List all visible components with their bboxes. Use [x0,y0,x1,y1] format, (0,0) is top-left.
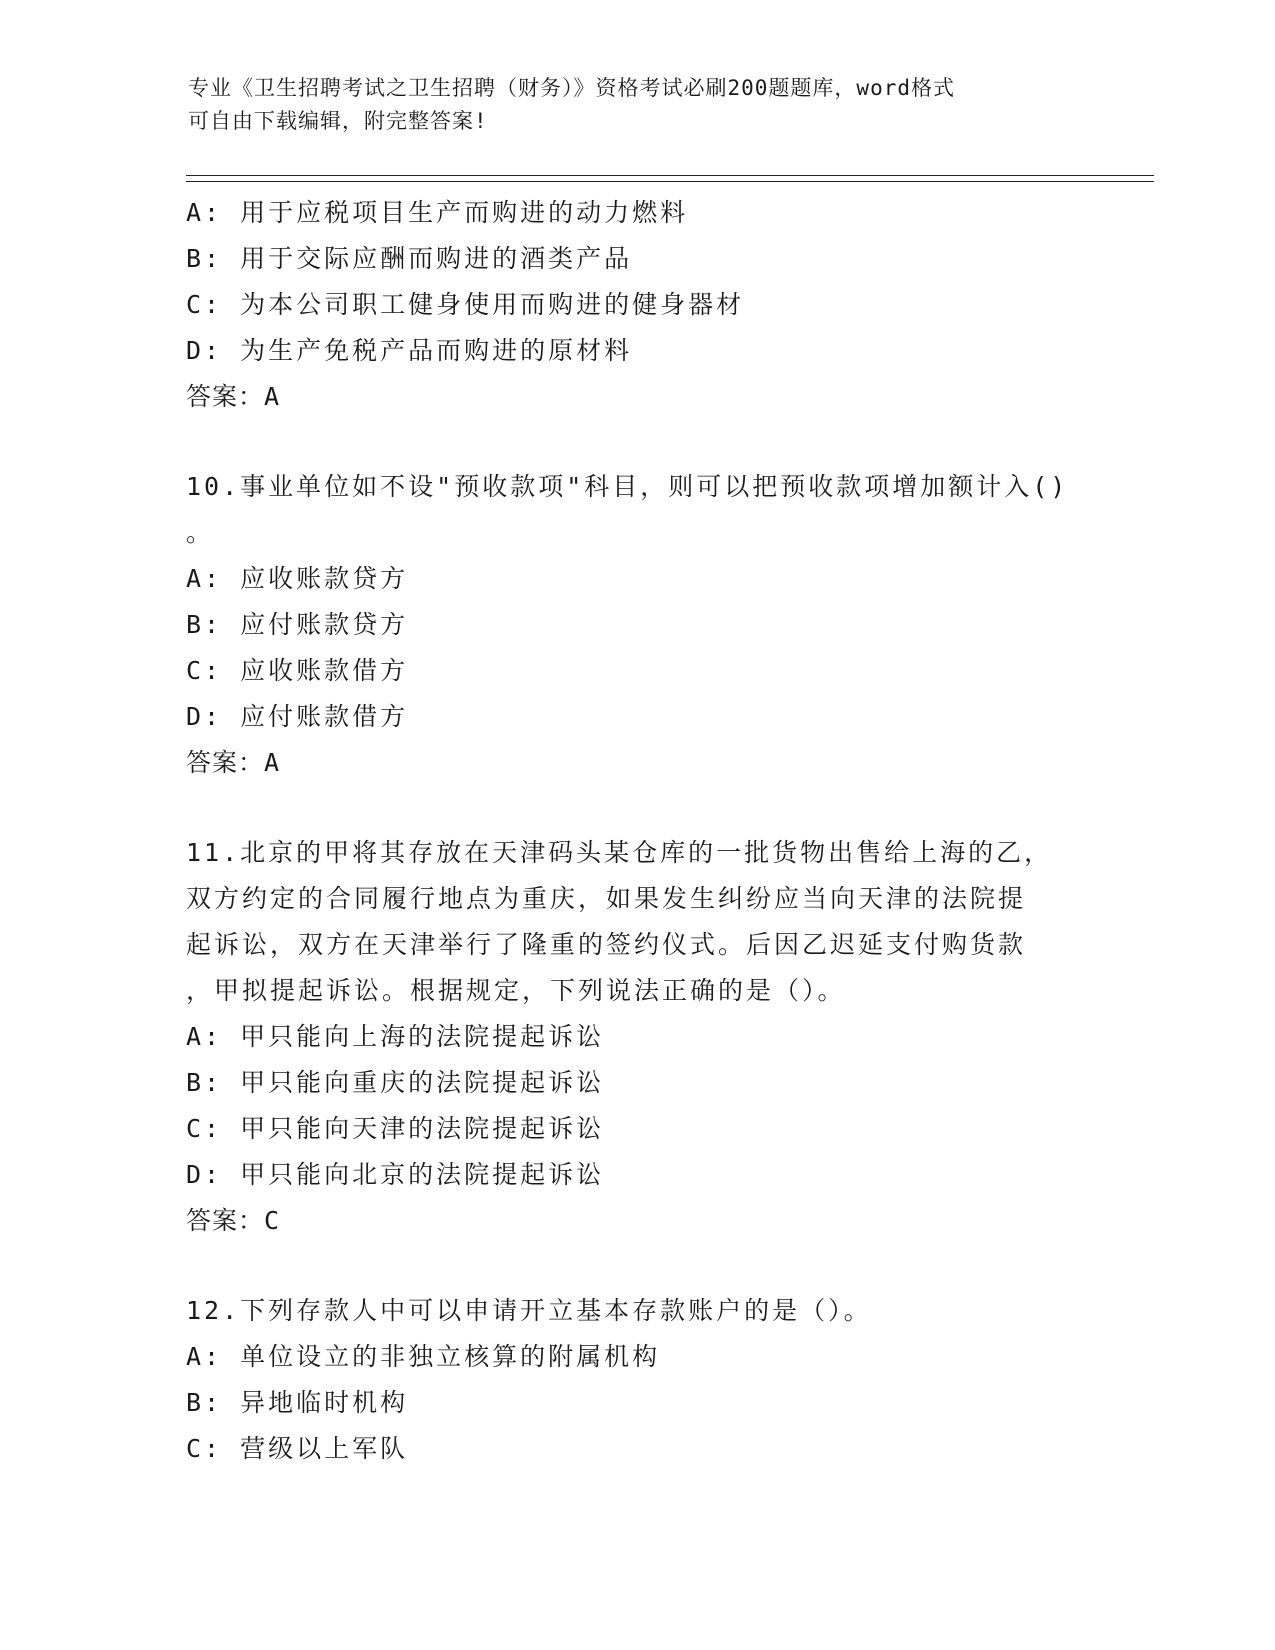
option-a: A: 用于应税项目生产而购进的动力燃料 [186,198,689,227]
header-line-2: 可自由下载编辑，附完整答案! [188,109,488,133]
option-d: D: 为生产免税产品而购进的原材料 [186,336,633,365]
option-c: C: 应收账款借方 [186,656,409,685]
question-stem-line: 。 [186,518,215,547]
spacer [186,420,1086,464]
question-9 [186,190,1086,420]
option-b: B: 异地临时机构 [186,1388,409,1417]
option-b: B: 甲只能向重庆的法院提起诉讼 [186,1068,605,1097]
question-stem-line: 双方约定的合同履行地点为重庆，如果发生纠纷应当向天津的法院提 [186,884,1027,913]
question-12 [186,1288,1086,1472]
question-11 [186,830,1086,1244]
option-a: A: 甲只能向上海的法院提起诉讼 [186,1022,605,1051]
option-c: C: 为本公司职工健身使用而购进的健身器材 [186,290,745,319]
option-d: D: 甲只能向北京的法院提起诉讼 [186,1160,605,1189]
question-stem-line: 起诉讼，双方在天津举行了隆重的签约仪式。后因乙迟延支付购货款 [186,930,1027,959]
header-divider-top [186,175,1154,176]
question-10 [186,464,1086,786]
option-b: B: 应付账款贷方 [186,610,409,639]
option-c: C: 甲只能向天津的法院提起诉讼 [186,1114,605,1143]
option-d: D: 应付账款借方 [186,702,409,731]
option-a: A: 单位设立的非独立核算的附属机构 [186,1342,661,1371]
option-b: B: 用于交际应酬而购进的酒类产品 [186,244,633,273]
answer: 答案：A [186,748,281,777]
option-c: C: 营级以上军队 [186,1434,409,1463]
header-line-1: 专业《卫生招聘考试之卫生招聘（财务）》资格考试必刷200题题库，word格式 [188,76,955,100]
spacer [186,1244,1086,1288]
option-a: A: 应收账款贷方 [186,564,409,593]
question-stem-line: 10.事业单位如不设"预收款项"科目，则可以把预收款项增加额计入() [186,472,1069,501]
question-list [186,190,1086,1472]
question-stem-line: 12.下列存款人中可以申请开立基本存款账户的是（）。 [186,1296,872,1325]
question-stem-line: ，甲拟提起诉讼。根据规定，下列说法正确的是（）。 [186,976,846,1005]
header-divider-bottom [186,181,1154,182]
answer: 答案：A [186,382,281,411]
question-stem-line: 11.北京的甲将其存放在天津码头某仓库的一批货物出售给上海的乙， [186,838,1053,867]
document-header [188,72,1088,138]
spacer [186,786,1086,830]
answer: 答案：C [186,1206,281,1235]
